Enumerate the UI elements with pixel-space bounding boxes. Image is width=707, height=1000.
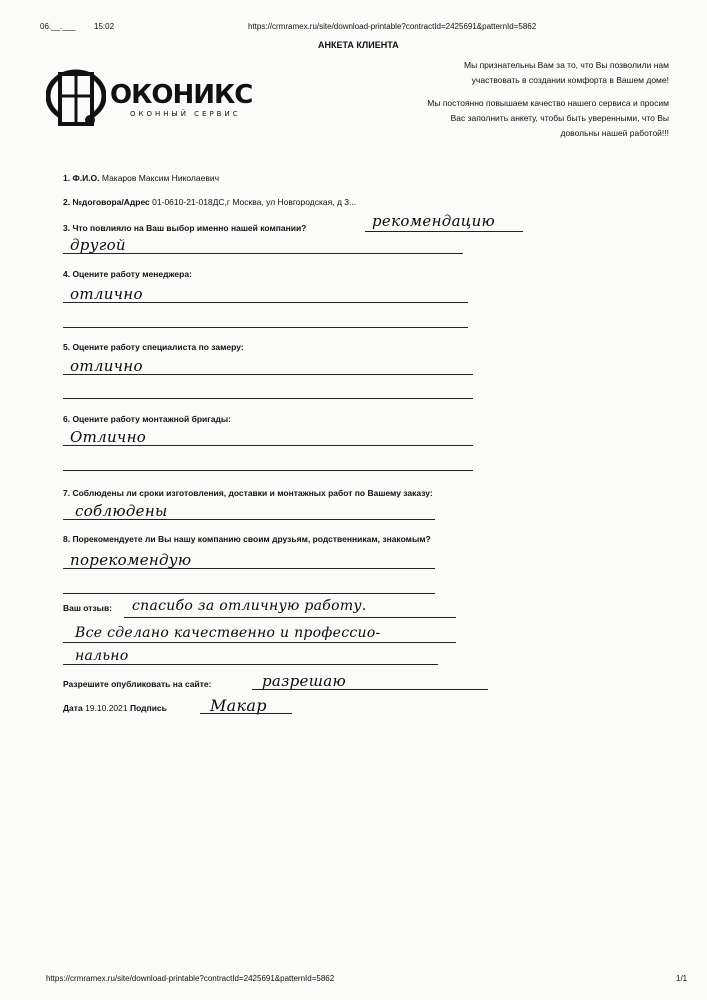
date-value: 19.10.2021 (85, 703, 128, 713)
review-line-2: Все сделано качественно и профессио- (75, 625, 381, 641)
question-6-answer: Отлично (70, 428, 147, 446)
question-2-label: 2. №договора/Адрес (63, 197, 150, 207)
intro-line: Вас заполнить анкету, чтобы быть уверенными, что Вы (450, 113, 669, 123)
answer-line (63, 593, 435, 594)
question-4-answer: отлично (70, 285, 143, 303)
answer-line (63, 519, 435, 520)
signature-line (200, 713, 292, 714)
question-3-answer-1: рекомендацию (372, 212, 496, 230)
answer-line (63, 470, 473, 471)
answer-line (63, 664, 438, 665)
question-7-label: 7. Соблюдены ли сроки изготовления, доставки и монтажных работ по Вашему заказу: (63, 488, 433, 498)
date-label: Дата (63, 703, 83, 713)
answer-line (252, 689, 488, 690)
signature-label: Подпись (129, 703, 167, 713)
question-8-answer: порекомендую (70, 551, 192, 569)
signature: Макар (210, 696, 267, 715)
company-logo (46, 66, 270, 136)
publish-answer: разрешаю (262, 672, 346, 690)
answer-line (63, 302, 468, 303)
answer-line (63, 568, 435, 569)
intro-line: Мы постоянно повышаем качество нашего сервиса и просим (427, 98, 669, 108)
answer-line (63, 445, 473, 446)
question-1 (63, 173, 219, 183)
question-5-label: 5. Оцените работу специалиста по замеру: (63, 342, 244, 352)
intro-line: Мы признательны Вам за то, что Вы позволили нам (464, 60, 669, 70)
print-time: 15:02 (94, 22, 115, 31)
intro-line: участвовать в создании комфорта в Вашем доме! (471, 75, 669, 85)
answer-line (365, 231, 523, 232)
form-title: АНКЕТА КЛИЕНТА (318, 40, 399, 50)
review-line-1: спасибо за отличную работу. (132, 598, 367, 614)
review-label: Ваш отзыв: (63, 603, 112, 613)
window-logo-icon (46, 66, 106, 132)
question-1-value: Макаров Максим Николаевич (101, 173, 220, 183)
question-2 (63, 197, 356, 207)
logo-subtitle: ОКОННЫЙ СЕРВИС (130, 110, 241, 118)
intro-block (369, 58, 669, 141)
answer-line (63, 374, 473, 375)
question-6-label: 6. Оцените работу монтажной бригады: (63, 414, 231, 424)
question-7-answer: соблюдены (75, 502, 168, 520)
question-8-label: 8. Порекомендуете ли Вы нашу компанию своим друзьям, родственникам, знакомым? (63, 534, 431, 544)
answer-line (63, 398, 473, 399)
review-line-3: нально (75, 648, 129, 664)
answer-line (124, 617, 456, 618)
answer-line (63, 253, 463, 254)
question-4-label: 4. Оцените работу менеджера: (63, 269, 192, 279)
answer-line (63, 327, 468, 328)
question-5-answer: отлично (70, 357, 143, 375)
question-3-answer-2: другой (70, 236, 126, 254)
answer-line (63, 642, 456, 643)
publish-label: Разрешите опубликовать на сайте: (63, 679, 212, 689)
question-3-label: 3. Что повлияло на Ваш выбор именно нашей компании? (63, 223, 307, 233)
date-sign-row (63, 703, 167, 713)
print-url: https://crmramex.ru/site/download-printable?contractId=2425691&patternId=5862 (248, 22, 537, 31)
page-number: 1/1 (676, 974, 688, 983)
print-date: 06.__.___ (40, 22, 76, 31)
question-1-label: 1. Ф.И.О. (63, 173, 100, 183)
footer-url: https://crmramex.ru/site/download-printable?contractId=2425691&patternId=5862 (46, 974, 335, 983)
question-2-value: 01-0610-21-018ДС,г Москва, ул Новгородская, д 3... (152, 197, 357, 207)
intro-line: довольны нашей работой!!! (560, 128, 669, 138)
logo-name: ОКОНИКС (110, 80, 253, 110)
